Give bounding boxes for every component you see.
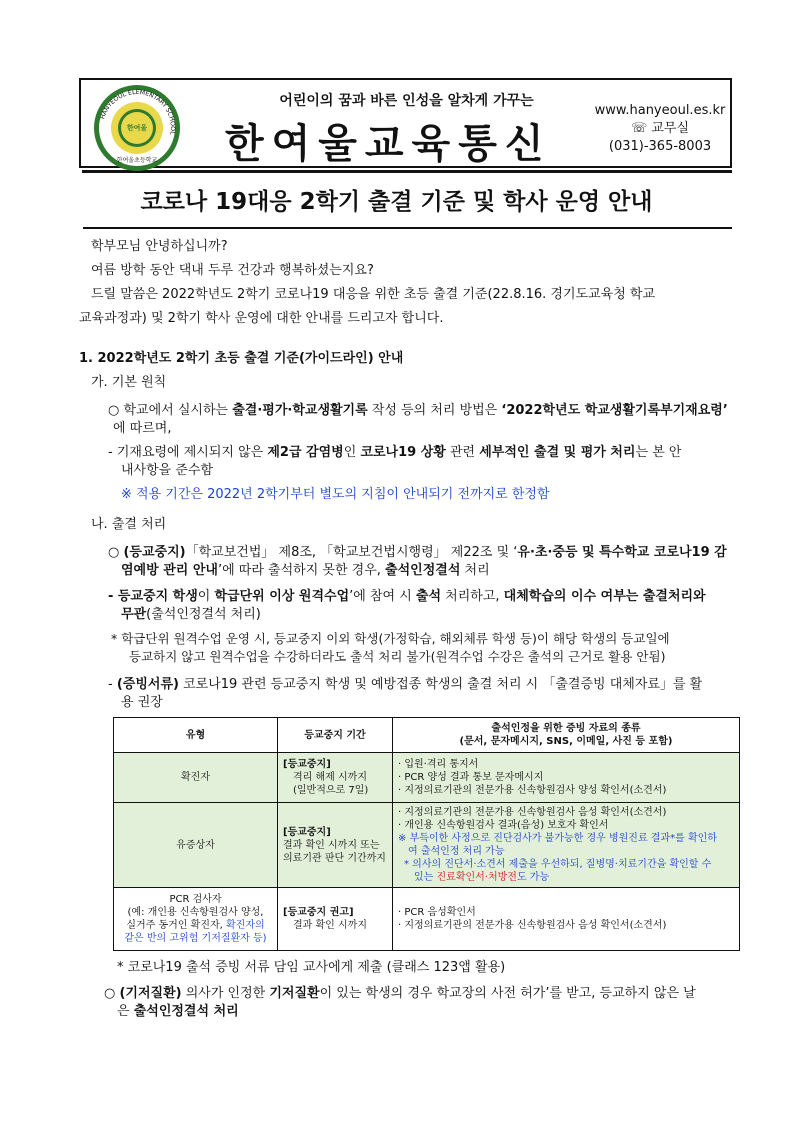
newsletter-title: 한여울교육통신 [225,120,552,167]
row-docs: · PCR 음성확인서 · 지정의료기관의 전문가용 신속항원검사 음성 확인서(소견서) [393,888,740,951]
evidence-paragraph-cont: 용 권장 [121,695,163,710]
attendance-paragraph-1: ○ (등교중지)「학교보건법」 제8조, 「학교보건법시행령」 제22조 및 ‘유·초·중등 및 특수학교 코로나19 감 [108,545,727,560]
logo-center-text: 한여울 [126,124,148,132]
attendance-paragraph-2: - 등교중지 학생이 학급단위 이상 원격수업’에 참여 시 출석 처리하고, 대체학습의 이수 여부는 출결처리와 [108,589,706,604]
subsection-ga-heading: 가. 기본 원칙 [91,375,167,390]
remote-class-note-cont: 등교하지 않고 원격수업을 수강하더라도 출석 처리 불가(원격수업 수강은 출석의 근거로 활용 안됨) [129,649,666,664]
chronic-illness-paragraph-cont: 은 출석인정결석 처리 [117,1004,239,1019]
submission-note: * 코로나19 출석 증빙 서류 담임 교사에게 제출 (클래스 123앱 활용) [117,960,506,975]
intro-greeting: 학부모님 안녕하십니까? [91,239,228,254]
title-underline [83,227,732,229]
subsection-na-heading: 나. 출결 처리 [91,517,167,532]
attendance-paragraph-2-cont: 무관(출석인정결석 처리) [121,607,261,622]
chronic-illness-paragraph: ○ (기저질환) 의사가 인정한 기저질환이 있는 학생의 경우 학교장의 사전 허가’를 받고, 등교하지 않은 날 [104,986,696,1001]
evidence-paragraph: - (증빙서류) 코로나19 관련 등교중지 학생 및 예방접종 학생의 출결 처리 시 「출결증빙 대체자료」를 활 [108,677,703,692]
principle-paragraph-1: ○ 학교에서 실시하는 출결·평가·학교생활기록 작성 등의 처리 방법은 ‘2022학년도 학교생활기록부기재요령’ [108,403,728,418]
col-header-type: 유형 [114,718,278,753]
row-period: [등교중지] 결과 확인 시까지 또는 의료기관 판단 기간까지 [278,803,393,888]
period-note: ※ 적용 기간은 2022년 2학기부터 별도의 지침이 안내되기 전까지로 한정함 [121,487,550,502]
table-row [114,803,740,888]
row-period: [등교중지] 격리 해제 시까지 (일반적으로 7일) [278,753,393,803]
logo-ring-text: HANYEOUL ELEMENTARY SCHOOL [99,88,177,136]
table-row [114,753,740,803]
row-type-pcr: PCR 검사자 (예: 개인용 신속항원검사 양성, 실거주 동거인 확진자, 확진자의 같은 반의 고위험 기저질환자 등) [114,888,278,951]
table-row [114,888,740,951]
evidence-table [113,717,740,951]
row-period: [등교중지 권고] 결과 확인 시까지 [278,888,393,951]
slogan: 어린이의 꿈과 바른 인성을 알차게 가꾸는 [279,93,534,109]
logo-bottom-text: 한여울초등학교 [116,157,158,164]
intro-line-3: 드릴 말씀은 2022학년도 2학기 코로나19 대응을 위한 초등 출결 기준(22.8.16. 경기도교육청 학교 [91,287,656,302]
row-docs: · 입원·격리 통지서 · PCR 양성 결과 통보 문자메시지 · 지정의료기관의 전문가용 신속항원검사 양성 확인서(소견서) [393,753,740,803]
section-1-heading: 1. 2022학년도 2학기 초등 출결 기준(가이드라인) 안내 [79,351,404,366]
intro-line-2: 여름 방학 동안 댁내 두루 건강과 행복하셨는지요? [91,263,374,278]
row-type-symptomatic: 유증상자 [114,803,278,888]
remote-class-note: * 학급단위 원격수업 운영 시, 등교중지 이외 학생(가정학습, 해외체류 학생 등)이 해당 학생의 등교일에 [111,631,670,646]
row-type-confirmed: 확진자 [114,753,278,803]
document-title: 코로나 19대응 2학기 출결 기준 및 학사 운영 안내 [140,189,653,215]
office-label: ☏ 교무실 [630,121,690,136]
col-header-period: 등교중지 기간 [278,718,393,753]
contact-info [590,102,730,156]
attendance-paragraph-1-cont: 염예방 관리 안내’에 따라 출석하지 못한 경우, 출석인정결석 처리 [121,563,490,578]
col-header-docs: 출석인정을 위한 증빙 자료의 종류 (문서, 문자메시지, SNS, 이메일, 사진 등 포함) [393,718,740,753]
intro-line-4: 교육과정과) 및 2학기 학사 운영에 대한 안내를 드리고자 합니다. [79,311,444,326]
principle-paragraph-1-cont: 에 따르며, [113,421,172,436]
principle-paragraph-2-cont: 내사항을 준수함 [121,463,214,478]
row-docs: · 지정의료기관의 전문가용 신속항원검사 음성 확인서(소견서) · 개인용 신속항원검사 결과(음성) 보호자 확인서 ※ 부득이한 사정으로 진단검사가 불가능한 경우 병원진료 결과*를 확인하 여 출석인정 처리 가능 * 의사의 진단서·소견서 제출을 우선하되, 질병명·치료기간을 확인할 수 있는 진료확인서·처방전도 가능 [393,803,740,888]
phone-number: (031)-365-8003 [608,139,712,154]
table-header-row [114,718,740,753]
website-link[interactable]: www.hanyeoul.es.kr [594,103,726,118]
principle-paragraph-2: - 기재요령에 제시되지 않은 제2급 감염병인 코로나19 상황 관련 세부적인 출결 및 평가 처리는 본 안 [108,445,682,460]
